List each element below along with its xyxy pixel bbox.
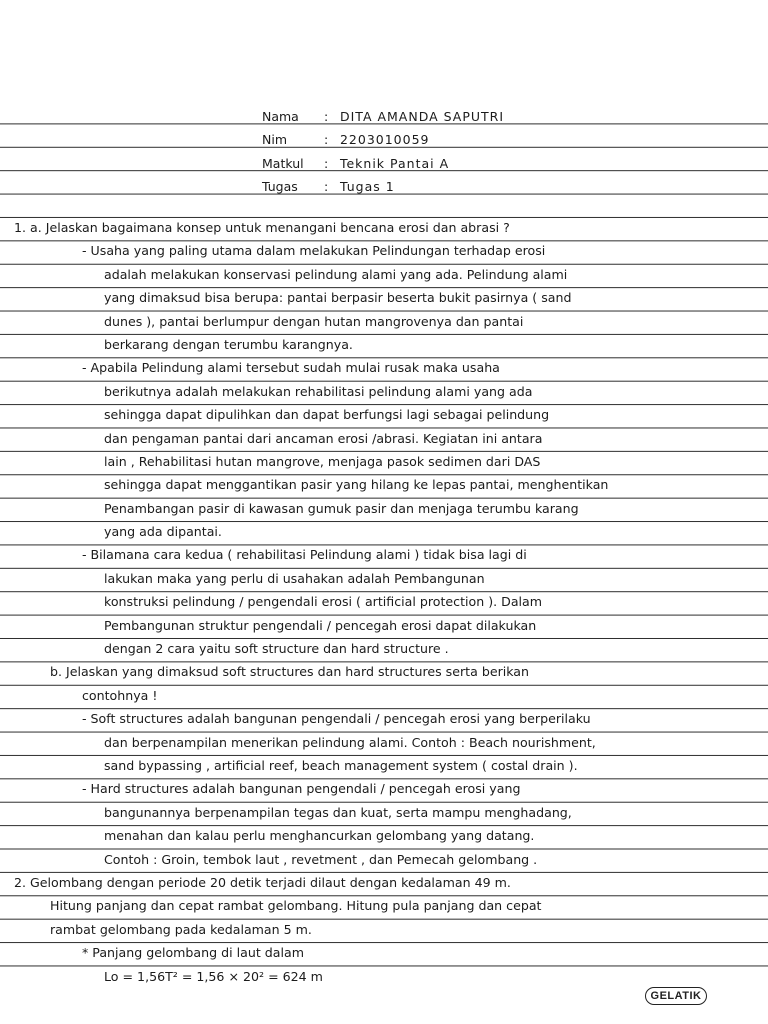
text-line: Penambangan pasir di kawasan gumuk pasir dan menjaga terumbu karang xyxy=(104,500,579,516)
text-line: - Hard structures adalah bangunan pengendali / pencegah erosi yang xyxy=(82,781,521,797)
text-line: berikutnya adalah melakukan rehabilitasi pelindung alami yang ada xyxy=(104,383,533,399)
text-line: dan berpenampilan menerikan pelindung alami. Contoh : Beach nourishment, xyxy=(104,734,596,750)
text-line: dan pengaman pantai dari ancaman erosi /abrasi. Kegiatan ini antara xyxy=(104,430,543,446)
text-line: dengan 2 cara yaitu soft structure dan hard structure . xyxy=(104,641,449,657)
text-line: Lo = 1,56T² = 1,56 × 20² = 624 m xyxy=(104,968,323,984)
text-line: - Soft structures adalah bangunan pengendali / pencegah erosi yang berperilaku xyxy=(82,711,591,727)
header-row-nim xyxy=(262,128,682,151)
text-line: lakukan maka yang perlu di usahakan adalah Pembangunan xyxy=(104,570,485,586)
text-line: sand bypassing , artificial reef, beach management system ( costal drain ). xyxy=(104,757,578,773)
text-line: menahan dan kalau perlu menghancurkan gelombang yang datang. xyxy=(104,828,535,844)
header-row-matkul xyxy=(262,152,682,175)
matkul-label: Matkul xyxy=(262,155,304,171)
colon: : xyxy=(323,179,329,195)
text-line: sehingga dapat menggantikan pasir yang hilang ke lepas pantai, menghentikan xyxy=(104,477,609,493)
text-line: 1. a. Jelaskan bagaimana konsep untuk menangani bencana erosi dan abrasi ? xyxy=(14,220,510,235)
text-line: b. Jelaskan yang dimaksud soft structures dan hard structures serta berikan xyxy=(50,664,530,680)
text-line: yang ada dipantai. xyxy=(104,524,222,540)
text-line: Hitung panjang dan cepat rambat gelombang. Hitung pula panjang dan cepat xyxy=(50,898,542,914)
student-header xyxy=(262,105,682,199)
text-line: konstruksi pelindung / pengendali erosi ( artificial protection ). Dalam xyxy=(104,594,543,610)
text-line: contohnya ! xyxy=(82,687,158,703)
text-line: * Panjang gelombang di laut dalam xyxy=(82,945,304,961)
colon: : xyxy=(323,109,329,124)
text-line: - Bilamana cara kedua ( rehabilitasi Pelindung alami ) tidak bisa lagi di xyxy=(82,547,527,563)
text-line: - Usaha yang paling utama dalam melakukan Pelindungan terhadap erosi xyxy=(82,243,546,259)
text-line: sehingga dapat dipulihkan dan dapat berfungsi lagi sebagai pelindung xyxy=(104,407,550,423)
text-line: yang dimaksud bisa berupa: pantai berpasir beserta bukit pasirnya ( sand xyxy=(104,290,572,306)
text-line: lain , Rehabilitasi hutan mangrove, menjaga pasok sedimen dari DAS xyxy=(104,453,541,469)
answer-text xyxy=(14,216,754,988)
text-line: rambat gelombang pada kedalaman 5 m. xyxy=(50,921,312,937)
header-row-tugas xyxy=(262,175,682,198)
nama-value: DITA AMANDA SAPUTRI xyxy=(339,109,505,124)
header-row-nama xyxy=(262,105,682,128)
colon: : xyxy=(323,132,329,148)
text-line: bangunannya berpenampilan tegas dan kuat, serta mampu menghadang, xyxy=(104,804,572,820)
top-margin xyxy=(0,0,768,101)
matkul-value: Teknik Pantai A xyxy=(339,155,450,171)
colon: : xyxy=(323,155,329,171)
text-line: adalah melakukan konservasi pelindung alami yang ada. Pelindung alami xyxy=(104,266,568,282)
gelatik-logo: GELATIK xyxy=(645,987,707,1005)
text-line: Pembangunan struktur pengendali / pencegah erosi dapat dilakukan xyxy=(104,617,537,633)
text-line: - Apabila Pelindung alami tersebut sudah mulai rusak maka usaha xyxy=(82,360,500,376)
nim-label: Nim xyxy=(262,132,287,148)
nim-value: 2203010059 xyxy=(339,132,430,148)
text-line: Contoh : Groin, tembok laut , revetment , dan Pemecah gelombang . xyxy=(104,851,538,867)
tugas-label: Tugas xyxy=(262,179,298,195)
text-line: berkarang dengan terumbu karangnya. xyxy=(104,336,353,352)
text-line: dunes ), pantai berlumpur dengan hutan mangrovenya dan pantai xyxy=(104,313,524,329)
nama-label: Nama xyxy=(262,109,299,124)
tugas-value: Tugas 1 xyxy=(339,179,395,195)
text-line: 2. Gelombang dengan periode 20 detik terjadi dilaut dengan kedalaman 49 m. xyxy=(14,874,511,890)
